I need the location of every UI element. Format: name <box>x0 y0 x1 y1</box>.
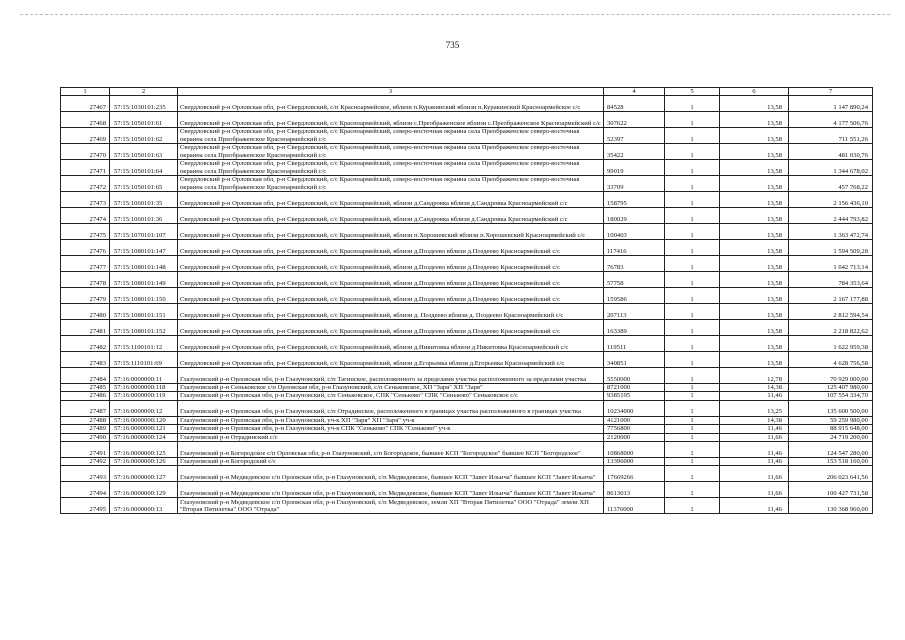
row-number: 27480 <box>61 304 110 320</box>
table-row <box>61 112 873 128</box>
scan-artifact-line <box>20 14 890 16</box>
rate-value: 13,58 <box>720 128 789 144</box>
area-value: 33709 <box>604 176 665 192</box>
table-row <box>61 458 873 466</box>
col-header-4: 4 <box>604 88 665 96</box>
location-description: Глазуновский р-н Орловская обл, р-н Глазуновский, с/п Тагинское, расположенного за пределами участка расположенного за пределами участка <box>178 368 604 384</box>
cadastral-number: 57:16:0000000:118 <box>110 384 178 392</box>
cadastral-number: 57:15:1080101:147 <box>110 240 178 256</box>
rate-value: 11,46 <box>720 442 789 458</box>
cadastral-value: 2 156 436,10 <box>789 192 873 208</box>
row-number: 27485 <box>61 384 110 392</box>
area-value: 307622 <box>604 112 665 128</box>
row-number: 27495 <box>61 498 110 514</box>
quantity-value: 1 <box>665 320 720 336</box>
location-description: Свердловский р-н Орловская обл, р-н Свердловский, с/с Красноармейский, северо-восточная окраина села Преображенское северо-восточная окраина села Преображенское Красноармейский с/с <box>178 128 604 144</box>
location-description: Глазуновский р-н Орловская обл, р-н Глазуновский, уч-к СПК "Сеньково" СПК "Сеньково" уч-к <box>178 425 604 433</box>
col-header-3: 3 <box>178 88 604 96</box>
cadastral-value: 24 719 200,00 <box>789 433 873 441</box>
cadastral-value: 70 929 000,00 <box>789 368 873 384</box>
cadastral-number: 57:15:1060101:36 <box>110 208 178 224</box>
row-number: 27479 <box>61 288 110 304</box>
cadastral-number: 57:15:1080101:151 <box>110 304 178 320</box>
row-number: 27482 <box>61 336 110 352</box>
rate-value: 11,46 <box>720 498 789 514</box>
cadastral-value: 711 551,26 <box>789 128 873 144</box>
cadastral-value: 481 030,76 <box>789 144 873 160</box>
table-row <box>61 256 873 272</box>
cadastral-value: 107 554 334,70 <box>789 392 873 400</box>
area-value: 163389 <box>604 320 665 336</box>
rate-value: 11,66 <box>720 433 789 441</box>
rate-value: 13,58 <box>720 208 789 224</box>
location-description: Глазуновский р-н Медведевское с/п Орловская обл, р-н Глазуновский, с/п Медведевское, бывшее КСП "Завет Ильича" бывшее КСП "Завет Ильича" <box>178 466 604 482</box>
area-value: 10234000 <box>604 400 665 416</box>
table-row <box>61 336 873 352</box>
location-description: Свердловский р-н Орловская обл, р-н Свердловский, с/с Красноармейский, вблизи с.Преображенское вблизи с.Преображенское Красноармейский с/с <box>178 112 604 128</box>
row-number: 27490 <box>61 433 110 441</box>
quantity-value: 1 <box>665 442 720 458</box>
table-row <box>61 368 873 384</box>
table-row <box>61 176 873 192</box>
col-header-2: 2 <box>110 88 178 96</box>
cadastral-value: 1 594 509,28 <box>789 240 873 256</box>
quantity-value: 1 <box>665 224 720 240</box>
quantity-value: 1 <box>665 384 720 392</box>
table-row <box>61 224 873 240</box>
area-value: 158795 <box>604 192 665 208</box>
row-number: 27488 <box>61 416 110 424</box>
row-number: 27481 <box>61 320 110 336</box>
area-value: 4121000 <box>604 416 665 424</box>
location-description: Свердловский р-н Орловская обл, р-н Свердловский, с/с Красноармейский, вблизи д.Егорьевка вблизи д.Егорьевка Красноармейский с/с <box>178 352 604 368</box>
location-description: Свердловский р-н Орловская обл, р-н Свердловский, с/с Красноармейский, вблизи д.Поздеево вблизи д.Поздеево Красноармейский с/с <box>178 288 604 304</box>
area-value: 2120000 <box>604 433 665 441</box>
rate-value: 13,58 <box>720 288 789 304</box>
rate-value: 13,58 <box>720 272 789 288</box>
col-header-6: 6 <box>720 88 789 96</box>
cadastral-value: 4 177 506,76 <box>789 112 873 128</box>
quantity-value: 1 <box>665 416 720 424</box>
cadastral-number: 57:15:1080101:148 <box>110 256 178 272</box>
table-row <box>61 416 873 424</box>
cadastral-number: 57:16:0000000:12 <box>110 400 178 416</box>
row-number: 27472 <box>61 176 110 192</box>
cadastral-number: 57:15:1050101:63 <box>110 144 178 160</box>
rate-value: 14,38 <box>720 384 789 392</box>
cadastral-value: 130 368 960,00 <box>789 498 873 514</box>
table-row <box>61 482 873 498</box>
area-value: 52397 <box>604 128 665 144</box>
quantity-value: 1 <box>665 392 720 400</box>
row-number: 27483 <box>61 352 110 368</box>
rate-value: 13,58 <box>720 160 789 176</box>
quantity-value: 1 <box>665 272 720 288</box>
rate-value: 13,58 <box>720 304 789 320</box>
cadastral-number: 57:16:0000000:127 <box>110 466 178 482</box>
rate-value: 11,66 <box>720 482 789 498</box>
cadastral-value: 135 600 500,00 <box>789 400 873 416</box>
cadastral-value: 1 363 472,74 <box>789 224 873 240</box>
cadastral-value: 2 167 177,88 <box>789 288 873 304</box>
area-value: 8613013 <box>604 482 665 498</box>
cadastral-value: 2 444 793,82 <box>789 208 873 224</box>
table-row <box>61 160 873 176</box>
location-description: Глазуновский р-н Медведевское с/п Орловская обл, р-н Глазуновский, с/п Медведевское, земли ХП "Вторая Пятилетка" ООО "Отрада" земли ХП "Вторая Пятилетка" ООО "Отрада" <box>178 498 604 514</box>
cadastral-value: 153 518 160,00 <box>789 458 873 466</box>
rate-value: 13,58 <box>720 352 789 368</box>
row-number: 27468 <box>61 112 110 128</box>
table-row <box>61 272 873 288</box>
table-row <box>61 384 873 392</box>
cadastral-number: 57:16:0000000:125 <box>110 442 178 458</box>
quantity-value: 1 <box>665 498 720 514</box>
table-row <box>61 96 873 112</box>
table-row <box>61 425 873 433</box>
quantity-value: 1 <box>665 192 720 208</box>
quantity-value: 1 <box>665 425 720 433</box>
location-description: Свердловский р-н Орловская обл, р-н Свердловский, с/с Красноармейский, вблизи д.Никитовка вблизи д.Никитовка Красноармейский с/с <box>178 336 604 352</box>
quantity-value: 1 <box>665 368 720 384</box>
rate-value: 13,58 <box>720 256 789 272</box>
location-description: Свердловский р-н Орловская обл, р-н Свердловский, с/с Красноармейский, северо-восточная окраина села Преображенское северо-восточная окраина села Преображенское Красноармейский с/с <box>178 176 604 192</box>
rate-value: 13,58 <box>720 192 789 208</box>
table-row <box>61 466 873 482</box>
table-row <box>61 288 873 304</box>
quantity-value: 1 <box>665 433 720 441</box>
rate-value: 13,25 <box>720 400 789 416</box>
cadastral-number: 57:16:0000000:11 <box>110 368 178 384</box>
area-value: 17669266 <box>604 466 665 482</box>
cadastral-value: 4 628 756,58 <box>789 352 873 368</box>
cadastral-value: 124 547 280,00 <box>789 442 873 458</box>
rate-value: 13,58 <box>720 224 789 240</box>
location-description: Свердловский р-н Орловская обл, р-н Свердловский, с/с Красноармейский, северо-восточная окраина села Преображенское северо-восточная окраина села Преображенское Красноармейский с/с <box>178 144 604 160</box>
location-description: Свердловский р-н Орловская обл, р-н Свердловский, с/с Красноармейский, северо-восточная окраина села Преображенское северо-восточная окраина села Преображенское Красноармейский с/с <box>178 160 604 176</box>
row-number: 27475 <box>61 224 110 240</box>
cadastral-number: 57:16:0000000:129 <box>110 482 178 498</box>
location-description: Глазуновский р-н Орловская обл, р-н Глазуновский, с/п Сеньковское, СПК "Сеньково" СПК "Сеньково" Сеньковское с/с <box>178 392 604 400</box>
table-row <box>61 320 873 336</box>
location-description: Свердловский р-н Орловская обл, р-н Свердловский, с/с Красноармейский, вблизи д.Поздеево вблизи д.Поздеево Красноармейский с/с <box>178 240 604 256</box>
area-value: 10868000 <box>604 442 665 458</box>
row-number: 27467 <box>61 96 110 112</box>
cadastral-value: 2 218 822,62 <box>789 320 873 336</box>
area-value: 35422 <box>604 144 665 160</box>
rate-value: 11,46 <box>720 392 789 400</box>
quantity-value: 1 <box>665 482 720 498</box>
table-row <box>61 240 873 256</box>
rate-value: 13,58 <box>720 144 789 160</box>
row-number: 27474 <box>61 208 110 224</box>
cadastral-number: 57:15:1080101:149 <box>110 272 178 288</box>
cadastral-value: 100 427 731,58 <box>789 482 873 498</box>
rate-value: 11,66 <box>720 466 789 482</box>
cadastral-number: 57:15:1070101:107 <box>110 224 178 240</box>
cadastral-number: 57:16:0000000:119 <box>110 392 178 400</box>
cadastral-value: 88 915 648,00 <box>789 425 873 433</box>
rate-value: 14,38 <box>720 416 789 424</box>
rate-value: 13,58 <box>720 112 789 128</box>
cadastral-value: 1 042 713,14 <box>789 256 873 272</box>
rate-value: 13,58 <box>720 96 789 112</box>
table-row <box>61 352 873 368</box>
cadastral-value: 1 147 890,24 <box>789 96 873 112</box>
area-value: 84528 <box>604 96 665 112</box>
cadastral-value: 2 812 594,54 <box>789 304 873 320</box>
quantity-value: 1 <box>665 176 720 192</box>
quantity-value: 1 <box>665 288 720 304</box>
table-row <box>61 498 873 514</box>
location-description: Свердловский р-н Орловская обл, р-н Свердловский, с/с Красноармейский, вблизи д.Сандровка вблизи д.Сандровка Красноармейский с/с <box>178 208 604 224</box>
header-row <box>61 88 873 96</box>
quantity-value: 1 <box>665 208 720 224</box>
cadastral-number: 57:15:1060101:35 <box>110 192 178 208</box>
location-description: Свердловский р-н Орловская обл, р-н Свердловский, с/с Красноармейский, вблизи д.Поздеево вблизи д.Поздеево Красноармейский с/с <box>178 256 604 272</box>
area-value: 117416 <box>604 240 665 256</box>
area-value: 9385195 <box>604 392 665 400</box>
cadastral-number: 57:16:0000000:121 <box>110 425 178 433</box>
cadastral-number: 57:16:0000000:126 <box>110 458 178 466</box>
row-number: 27469 <box>61 128 110 144</box>
quantity-value: 1 <box>665 400 720 416</box>
cadastral-number: 57:16:0000000:13 <box>110 498 178 514</box>
cadastral-number: 57:15:1050101:65 <box>110 176 178 192</box>
quantity-value: 1 <box>665 256 720 272</box>
location-description: Свердловский р-н Орловская обл, р-н Свердловский, с/п Красноармейское, вблизи п.Куракинский вблизи п.Куракинский Красноармейское с/с <box>178 96 604 112</box>
table-row <box>61 192 873 208</box>
quantity-value: 1 <box>665 160 720 176</box>
quantity-value: 1 <box>665 144 720 160</box>
quantity-value: 1 <box>665 458 720 466</box>
quantity-value: 1 <box>665 96 720 112</box>
area-value: 159586 <box>604 288 665 304</box>
table-row <box>61 392 873 400</box>
area-value: 57758 <box>604 272 665 288</box>
cadastral-number: 57:15:1080101:150 <box>110 288 178 304</box>
rate-value: 11,46 <box>720 458 789 466</box>
table-row <box>61 208 873 224</box>
col-header-7: 7 <box>789 88 873 96</box>
row-number: 27484 <box>61 368 110 384</box>
location-description: Свердловский р-н Орловская обл, р-н Свердловский, с/с Красноармейский, вблизи д.Сандровка вблизи д.Сандровка Красноармейский с/с <box>178 192 604 208</box>
row-number: 27492 <box>61 458 110 466</box>
row-number: 27491 <box>61 442 110 458</box>
area-value: 340851 <box>604 352 665 368</box>
row-number: 27473 <box>61 192 110 208</box>
col-header-1: 1 <box>61 88 110 96</box>
location-description: Глазуновский р-н Орловская обл, р-н Глазуновский, уч-к ХП "Заря" ХП "Заря" уч-к <box>178 416 604 424</box>
row-number: 27471 <box>61 160 110 176</box>
quantity-value: 1 <box>665 112 720 128</box>
rate-value: 13,58 <box>720 320 789 336</box>
area-value: 8721000 <box>604 384 665 392</box>
cadastral-number: 57:16:0000000:124 <box>110 433 178 441</box>
table-row <box>61 433 873 441</box>
table-row <box>61 144 873 160</box>
col-header-5: 5 <box>665 88 720 96</box>
cadastral-number: 57:15:1030101:235 <box>110 96 178 112</box>
rate-value: 13,58 <box>720 176 789 192</box>
row-number: 27486 <box>61 392 110 400</box>
rate-value: 13,58 <box>720 336 789 352</box>
area-value: 99019 <box>604 160 665 176</box>
cadastral-value: 125 407 980,00 <box>789 384 873 392</box>
rate-value: 12,78 <box>720 368 789 384</box>
area-value: 11376000 <box>604 498 665 514</box>
area-value: 76783 <box>604 256 665 272</box>
table-row <box>61 304 873 320</box>
quantity-value: 1 <box>665 128 720 144</box>
cadastral-number: 57:15:1050101:62 <box>110 128 178 144</box>
quantity-value: 1 <box>665 466 720 482</box>
page-number: 735 <box>445 40 460 50</box>
rate-value: 13,58 <box>720 240 789 256</box>
table-row <box>61 128 873 144</box>
area-value: 13396000 <box>604 458 665 466</box>
table-row <box>61 442 873 458</box>
location-description: Глазуновский р-н Орловская обл, р-н Глазуновский, с/п Отрадинское, расположенного в границах участка расположенного в границах участка <box>178 400 604 416</box>
cadastral-value: 784 353,64 <box>789 272 873 288</box>
location-description: Глазуновский р-н Медведевское с/п Орловская обл, р-н Глазуновский, с/п Медведевское, бывшее КСП "Завет Ильича" бывшее КСП "Завет Ильича" <box>178 482 604 498</box>
area-value: 5550000 <box>604 368 665 384</box>
row-number: 27489 <box>61 425 110 433</box>
location-description: Глазуновский р-н Богородское с/п Орловская обл, р-н Глазуновский, с/п Богородское, бывшее КСП "Богородское" бывшее КСП "Богородское" <box>178 442 604 458</box>
row-number: 27470 <box>61 144 110 160</box>
location-description: Глазуновский р-н Сеньковское с/п Орловская обл, р-н Глазуновский, с/п Сеньковское, ХП "Заря" ХП "Заря" <box>178 384 604 392</box>
quantity-value: 1 <box>665 240 720 256</box>
row-number: 27477 <box>61 256 110 272</box>
area-value: 119511 <box>604 336 665 352</box>
row-number: 27476 <box>61 240 110 256</box>
cadastral-value: 206 023 641,56 <box>789 466 873 482</box>
cadastral-value: 59 259 980,00 <box>789 416 873 424</box>
cadastral-number: 57:15:1100101:12 <box>110 336 178 352</box>
location-description: Свердловский р-н Орловская обл, р-н Свердловский, с/с Красноармейский, вблизи д.Поздеево вблизи д.Поздеево Красноармейский с/с <box>178 272 604 288</box>
table-row <box>61 400 873 416</box>
area-value: 7756800 <box>604 425 665 433</box>
location-description: Свердловский р-н Орловская обл, р-н Свердловский, с/с Красноармейский, вблизи д. Поздеево вблизи д. Поздеево Красноармейский с/с <box>178 304 604 320</box>
cadastral-number: 57:15:1050101:64 <box>110 160 178 176</box>
location-description: Глазуновский р-н Богородский с/с <box>178 458 604 466</box>
row-number: 27487 <box>61 400 110 416</box>
area-value: 180029 <box>604 208 665 224</box>
row-number: 27478 <box>61 272 110 288</box>
quantity-value: 1 <box>665 352 720 368</box>
row-number: 27494 <box>61 482 110 498</box>
cadastral-value: 457 768,22 <box>789 176 873 192</box>
land-registry-table <box>60 87 873 514</box>
area-value: 100403 <box>604 224 665 240</box>
quantity-value: 1 <box>665 336 720 352</box>
location-description: Свердловский р-н Орловская обл, р-н Свердловский, с/с Красноармейский, вблизи д.Поздеево вблизи д.Поздеево Красноармейский с/с <box>178 320 604 336</box>
cadastral-number: 57:15:1080101:152 <box>110 320 178 336</box>
area-value: 207113 <box>604 304 665 320</box>
cadastral-number: 57:16:0000000:120 <box>110 416 178 424</box>
quantity-value: 1 <box>665 304 720 320</box>
cadastral-number: 57:15:1110101:69 <box>110 352 178 368</box>
cadastral-value: 1 344 678,02 <box>789 160 873 176</box>
location-description: Глазуновский р-н Отрадинский с/с <box>178 433 604 441</box>
cadastral-number: 57:15:1050101:61 <box>110 112 178 128</box>
location-description: Свердловский р-н Орловская обл, р-н Свердловский, с/с Красноармейский, вблизи п.Хорошевский вблизи п.Хорошевский Красноармейский с/с <box>178 224 604 240</box>
rate-value: 11,46 <box>720 425 789 433</box>
cadastral-value: 1 622 959,38 <box>789 336 873 352</box>
row-number: 27493 <box>61 466 110 482</box>
